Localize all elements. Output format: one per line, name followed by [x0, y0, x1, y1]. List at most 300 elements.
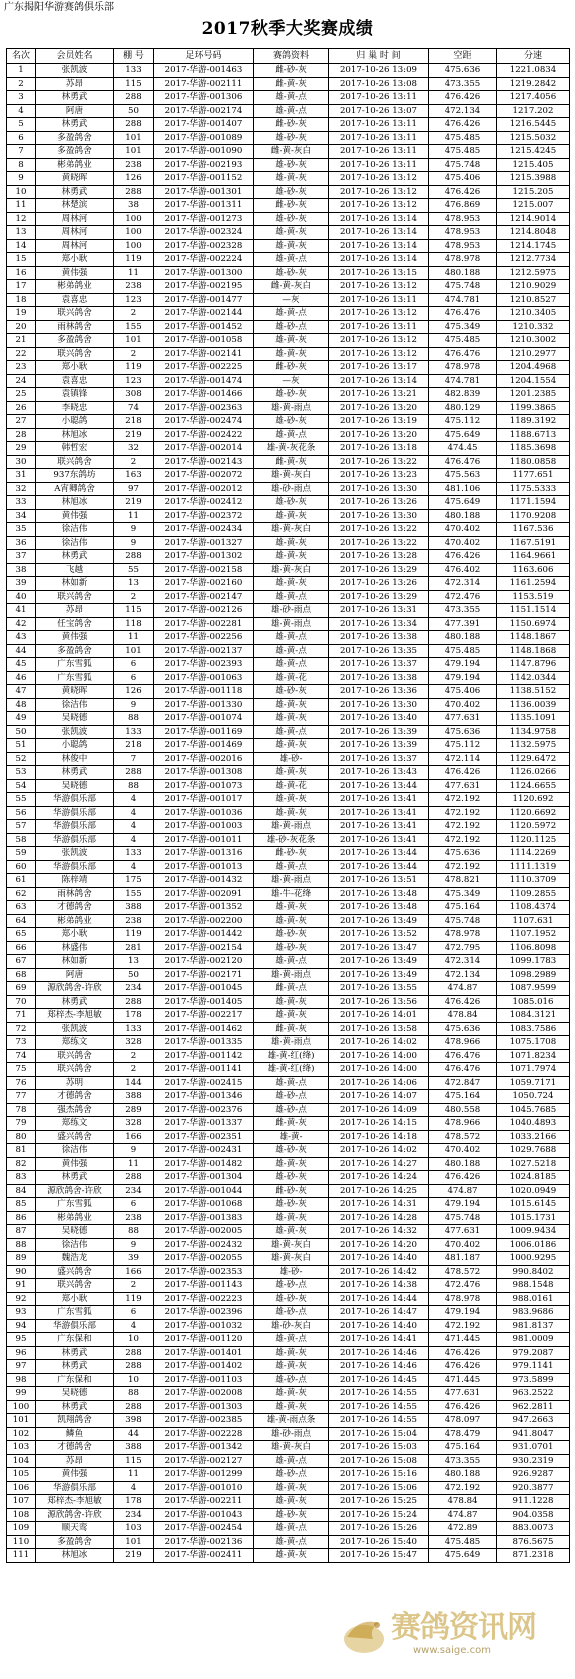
table-row: [7, 482, 570, 496]
cell-distance: 476.426: [429, 766, 497, 780]
cell-distance: 472.476: [429, 1279, 497, 1293]
cell-pigeon-info: 雄-黄-灰: [254, 1400, 329, 1414]
cell-rank: 109: [7, 1522, 36, 1536]
cell-member-name: 华游俱乐部: [36, 806, 114, 820]
cell-arrival-time: 2017-10-26 13:41: [329, 806, 429, 820]
cell-pigeon-info: 雄-黄-灰白: [254, 1252, 329, 1266]
cell-pigeon-info: 雄-黄-灰: [254, 995, 329, 1009]
cell-speed: 1185.3698: [497, 442, 570, 456]
table-row: [7, 64, 570, 78]
cell-loft-number: 119: [114, 1292, 154, 1306]
cell-distance: 474.45: [429, 442, 497, 456]
cell-distance: 471.445: [429, 1333, 497, 1347]
cell-ring-number: 2017-华游-001337: [154, 1117, 254, 1131]
cell-speed: 979.2087: [497, 1346, 570, 1360]
table-row: [7, 1360, 570, 1374]
cell-rank: 20: [7, 320, 36, 334]
cell-loft-number: 88: [114, 1225, 154, 1239]
cell-pigeon-info: 雄-砂-灰: [254, 131, 329, 145]
cell-loft-number: 133: [114, 847, 154, 861]
cell-speed: 1147.8796: [497, 658, 570, 672]
cell-ring-number: 2017-华游-002328: [154, 239, 254, 253]
cell-pigeon-info: 雄-黄-灰: [254, 334, 329, 348]
cell-speed: 1163.606: [497, 563, 570, 577]
cell-pigeon-info: 雄-黄-点: [254, 1535, 329, 1549]
cell-speed: 1109.2855: [497, 887, 570, 901]
cell-speed: 1098.2989: [497, 968, 570, 982]
cell-pigeon-info: 雄-黄-点: [254, 307, 329, 321]
cell-pigeon-info: 雄-黄-雨点: [254, 874, 329, 888]
cell-member-name: 陈梓靖: [36, 874, 114, 888]
cell-distance: 476.869: [429, 199, 497, 213]
cell-distance: 474.781: [429, 293, 497, 307]
cell-ring-number: 2017-华游-001058: [154, 334, 254, 348]
cell-ring-number: 2017-华游-001043: [154, 1508, 254, 1522]
cell-pigeon-info: 雄-砂-灰: [254, 1292, 329, 1306]
cell-member-name: 吴晓德: [36, 712, 114, 726]
table-row: [7, 1184, 570, 1198]
cell-member-name: 华游俱乐部: [36, 793, 114, 807]
cell-pigeon-info: 雄-砂-灰: [254, 185, 329, 199]
cell-rank: 33: [7, 496, 36, 510]
cell-loft-number: 388: [114, 1441, 154, 1455]
cell-speed: 1153.519: [497, 590, 570, 604]
cell-speed: 1212.7734: [497, 253, 570, 267]
cell-pigeon-info: 雄-砂-灰: [254, 941, 329, 955]
cell-ring-number: 2017-华游-001482: [154, 1157, 254, 1171]
cell-speed: 947.2663: [497, 1414, 570, 1428]
cell-loft-number: 10: [114, 1373, 154, 1387]
cell-distance: 476.476: [429, 347, 497, 361]
cell-member-name: 张凯波: [36, 64, 114, 78]
table-row: [7, 1373, 570, 1387]
table-row: [7, 388, 570, 402]
cell-loft-number: 288: [114, 118, 154, 132]
cell-speed: 1045.7685: [497, 1103, 570, 1117]
table-row: [7, 590, 570, 604]
cell-distance: 472.192: [429, 1319, 497, 1333]
cell-rank: 82: [7, 1157, 36, 1171]
cell-arrival-time: 2017-10-26 13:51: [329, 874, 429, 888]
cell-rank: 27: [7, 415, 36, 429]
cell-arrival-time: 2017-10-26 14:24: [329, 1171, 429, 1185]
cell-arrival-time: 2017-10-26 13:19: [329, 415, 429, 429]
cell-loft-number: 101: [114, 131, 154, 145]
cell-pigeon-info: 雄-黄-灰白: [254, 1238, 329, 1252]
cell-distance: 475.485: [429, 145, 497, 159]
cell-ring-number: 2017-华游-002174: [154, 104, 254, 118]
cell-distance: 476.426: [429, 1346, 497, 1360]
cell-rank: 89: [7, 1252, 36, 1266]
cell-distance: 470.402: [429, 523, 497, 537]
cell-pigeon-info: 雄-黄-点: [254, 1522, 329, 1536]
cell-arrival-time: 2017-10-26 14:55: [329, 1387, 429, 1401]
cell-loft-number: 13: [114, 955, 154, 969]
cell-arrival-time: 2017-10-26 13:40: [329, 712, 429, 726]
cell-arrival-time: 2017-10-26 14:31: [329, 1198, 429, 1212]
cell-speed: 1167.536: [497, 523, 570, 537]
cell-distance: 472.314: [429, 577, 497, 591]
table-row: [7, 374, 570, 388]
table-row: [7, 293, 570, 307]
cell-loft-number: 289: [114, 1103, 154, 1117]
table-row: [7, 1157, 570, 1171]
cell-member-name: 郑梓杰-李旭敏: [36, 1495, 114, 1509]
cell-arrival-time: 2017-10-26 13:22: [329, 536, 429, 550]
cell-arrival-time: 2017-10-26 13:14: [329, 253, 429, 267]
cell-arrival-time: 2017-10-26 14:06: [329, 1076, 429, 1090]
cell-member-name: 盛兴鸽舍: [36, 1130, 114, 1144]
cell-pigeon-info: 雄-黄-灰: [254, 914, 329, 928]
cell-distance: 474.781: [429, 374, 497, 388]
table-row: [7, 1346, 570, 1360]
cell-arrival-time: 2017-10-26 14:55: [329, 1400, 429, 1414]
cell-pigeon-info: 雄-黄-灰: [254, 698, 329, 712]
cell-rank: 24: [7, 374, 36, 388]
cell-arrival-time: 2017-10-26 13:14: [329, 239, 429, 253]
cell-speed: 1071.7974: [497, 1063, 570, 1077]
cell-rank: 56: [7, 806, 36, 820]
cell-pigeon-info: 雄-黄-灰白: [254, 469, 329, 483]
cell-rank: 52: [7, 752, 36, 766]
cell-loft-number: 9: [114, 523, 154, 537]
cell-arrival-time: 2017-10-26 13:11: [329, 131, 429, 145]
cell-distance: 476.476: [429, 307, 497, 321]
cell-loft-number: 9: [114, 698, 154, 712]
cell-pigeon-info: 雄-砂-点: [254, 320, 329, 334]
cell-pigeon-info: 雄-黄-点: [254, 955, 329, 969]
cell-ring-number: 2017-华游-002228: [154, 1427, 254, 1441]
table-row: [7, 1117, 570, 1131]
cell-arrival-time: 2017-10-26 14:25: [329, 1184, 429, 1198]
table-row: [7, 509, 570, 523]
cell-arrival-time: 2017-10-26 14:02: [329, 1144, 429, 1158]
cell-arrival-time: 2017-10-26 14:28: [329, 1211, 429, 1225]
cell-rank: 19: [7, 307, 36, 321]
cell-ring-number: 2017-华游-001442: [154, 928, 254, 942]
cell-member-name: 雨林鸽舍: [36, 320, 114, 334]
cell-arrival-time: 2017-10-26 13:14: [329, 226, 429, 240]
cell-rank: 65: [7, 928, 36, 942]
cell-loft-number: 9: [114, 536, 154, 550]
cell-speed: 1071.8234: [497, 1049, 570, 1063]
cell-ring-number: 2017-华游-001401: [154, 1346, 254, 1360]
cell-pigeon-info: 雌-黄-灰: [254, 1117, 329, 1131]
cell-loft-number: 119: [114, 361, 154, 375]
cell-member-name: 林勇武: [36, 1360, 114, 1374]
cell-speed: 963.2522: [497, 1387, 570, 1401]
cell-loft-number: 234: [114, 1184, 154, 1198]
table-row: [7, 415, 570, 429]
cell-member-name: 源欣鸽舍-许欣: [36, 1184, 114, 1198]
cell-member-name: 郑梓杰-李旭敏: [36, 1009, 114, 1023]
cell-ring-number: 2017-华游-002055: [154, 1252, 254, 1266]
cell-distance: 478.978: [429, 1292, 497, 1306]
cell-member-name: 彬弟鸽业: [36, 158, 114, 172]
cell-loft-number: 178: [114, 1495, 154, 1509]
cell-pigeon-info: 雄-黄-红(绛): [254, 1049, 329, 1063]
cell-loft-number: 175: [114, 874, 154, 888]
cell-speed: 1214.9014: [497, 212, 570, 226]
cell-member-name: 顺天鸾: [36, 1522, 114, 1536]
table-row: [7, 847, 570, 861]
cell-arrival-time: 2017-10-26 13:44: [329, 860, 429, 874]
cell-loft-number: 219: [114, 428, 154, 442]
cell-distance: 475.485: [429, 644, 497, 658]
cell-arrival-time: 2017-10-26 13:22: [329, 523, 429, 537]
col-speed: 分速: [497, 49, 570, 64]
cell-member-name: 盛兴鸽舍: [36, 1265, 114, 1279]
cell-distance: 476.426: [429, 550, 497, 564]
cell-member-name: 林勇武: [36, 118, 114, 132]
cell-arrival-time: 2017-10-26 15:04: [329, 1427, 429, 1441]
cell-arrival-time: 2017-10-26 13:09: [329, 64, 429, 78]
cell-distance: 475.649: [429, 1549, 497, 1563]
cell-member-name: 张凯波: [36, 725, 114, 739]
cell-member-name: 华游俱乐部: [36, 833, 114, 847]
cell-speed: 1126.0266: [497, 766, 570, 780]
cell-arrival-time: 2017-10-26 13:28: [329, 550, 429, 564]
cell-arrival-time: 2017-10-26 14:15: [329, 1117, 429, 1131]
cell-speed: 1151.1514: [497, 604, 570, 618]
cell-pigeon-info: 雄-黄-点: [254, 631, 329, 645]
cell-rank: 90: [7, 1265, 36, 1279]
cell-member-name: 广东雪狐: [36, 1306, 114, 1320]
cell-rank: 29: [7, 442, 36, 456]
cell-member-name: 任宝鸽舍: [36, 617, 114, 631]
cell-rank: 95: [7, 1333, 36, 1347]
cell-rank: 4: [7, 104, 36, 118]
cell-speed: 1204.4968: [497, 361, 570, 375]
cell-member-name: 才德鸽舍: [36, 1090, 114, 1104]
cell-member-name: 联兴鸽舍: [36, 1049, 114, 1063]
cell-loft-number: 2: [114, 590, 154, 604]
cell-loft-number: 238: [114, 158, 154, 172]
cell-speed: 1142.0344: [497, 671, 570, 685]
cell-distance: 476.426: [429, 1171, 497, 1185]
cell-loft-number: 11: [114, 1468, 154, 1482]
cell-member-name: 林勇武: [36, 1400, 114, 1414]
cell-speed: 1212.5975: [497, 266, 570, 280]
cell-ring-number: 2017-华游-001032: [154, 1319, 254, 1333]
cell-loft-number: 133: [114, 725, 154, 739]
col-distance: 空距: [429, 49, 497, 64]
cell-loft-number: 2: [114, 1063, 154, 1077]
cell-distance: 478.978: [429, 361, 497, 375]
cell-arrival-time: 2017-10-26 14:44: [329, 1292, 429, 1306]
cell-arrival-time: 2017-10-26 13:39: [329, 739, 429, 753]
cell-arrival-time: 2017-10-26 13:11: [329, 320, 429, 334]
table-row: [7, 185, 570, 199]
cell-loft-number: 115: [114, 77, 154, 91]
cell-arrival-time: 2017-10-26 13:31: [329, 604, 429, 618]
cell-distance: 475.649: [429, 496, 497, 510]
cell-pigeon-info: 雌-砂-灰: [254, 1184, 329, 1198]
cell-rank: 26: [7, 401, 36, 415]
table-row: [7, 401, 570, 415]
cell-rank: 69: [7, 982, 36, 996]
cell-speed: 1106.8098: [497, 941, 570, 955]
cell-arrival-time: 2017-10-26 14:45: [329, 1373, 429, 1387]
cell-pigeon-info: 雄-黄-点: [254, 590, 329, 604]
cell-rank: 28: [7, 428, 36, 442]
table-row: [7, 658, 570, 672]
cell-ring-number: 2017-华游-002072: [154, 469, 254, 483]
cell-arrival-time: 2017-10-26 14:40: [329, 1252, 429, 1266]
cell-loft-number: 4: [114, 833, 154, 847]
table-row: [7, 752, 570, 766]
header-row: [7, 49, 570, 64]
cell-rank: 77: [7, 1090, 36, 1104]
cell-arrival-time: 2017-10-26 13:08: [329, 77, 429, 91]
cell-ring-number: 2017-华游-001335: [154, 1036, 254, 1050]
cell-rank: 53: [7, 766, 36, 780]
cell-rank: 86: [7, 1211, 36, 1225]
cell-arrival-time: 2017-10-26 13:44: [329, 847, 429, 861]
cell-pigeon-info: 雄-黄-灰白: [254, 523, 329, 537]
table-row: [7, 644, 570, 658]
cell-pigeon-info: 雄-黄-灰: [254, 739, 329, 753]
cell-pigeon-info: 雄-黄-点: [254, 658, 329, 672]
cell-distance: 476.402: [429, 563, 497, 577]
cell-pigeon-info: 雄-黄-灰: [254, 1225, 329, 1239]
cell-pigeon-info: 雄-黄-点: [254, 1333, 329, 1347]
cell-member-name: 张凯波: [36, 847, 114, 861]
cell-ring-number: 2017-华游-002144: [154, 307, 254, 321]
cell-speed: 1006.0186: [497, 1238, 570, 1252]
table-row: [7, 320, 570, 334]
cell-rank: 49: [7, 712, 36, 726]
table-row: [7, 604, 570, 618]
cell-ring-number: 2017-华游-002256: [154, 631, 254, 645]
cell-arrival-time: 2017-10-26 13:56: [329, 995, 429, 1009]
cell-speed: 1221.0834: [497, 64, 570, 78]
cell-pigeon-info: 雌-砂-灰: [254, 64, 329, 78]
cell-rank: 93: [7, 1306, 36, 1320]
cell-rank: 70: [7, 995, 36, 1009]
table-row: [7, 1090, 570, 1104]
cell-ring-number: 2017-华游-001073: [154, 779, 254, 793]
cell-loft-number: 288: [114, 1346, 154, 1360]
cell-loft-number: 11: [114, 1157, 154, 1171]
cell-distance: 478.097: [429, 1414, 497, 1428]
table-row: [7, 536, 570, 550]
cell-speed: 981.0009: [497, 1333, 570, 1347]
cell-pigeon-info: 雌-黄-灰: [254, 77, 329, 91]
cell-speed: 1009.9434: [497, 1225, 570, 1239]
cell-arrival-time: 2017-10-26 14:01: [329, 1009, 429, 1023]
cell-ring-number: 2017-华游-001090: [154, 145, 254, 159]
cell-member-name: 多盈鸽舍: [36, 1535, 114, 1549]
cell-ring-number: 2017-华游-001316: [154, 847, 254, 861]
table-row: [7, 226, 570, 240]
cell-distance: 475.164: [429, 901, 497, 915]
col-loft: 棚 号: [114, 49, 154, 64]
cell-distance: 471.445: [429, 1373, 497, 1387]
cell-distance: 480.129: [429, 401, 497, 415]
cell-loft-number: 288: [114, 1360, 154, 1374]
cell-speed: 962.2811: [497, 1400, 570, 1414]
cell-loft-number: 74: [114, 401, 154, 415]
cell-member-name: 林如新: [36, 955, 114, 969]
cell-distance: 475.406: [429, 685, 497, 699]
cell-ring-number: 2017-华游-001474: [154, 374, 254, 388]
table-row: [7, 955, 570, 969]
cell-speed: 1210.8527: [497, 293, 570, 307]
cell-rank: 73: [7, 1036, 36, 1050]
table-row: [7, 361, 570, 375]
cell-rank: 31: [7, 469, 36, 483]
cell-ring-number: 2017-华游-002126: [154, 604, 254, 618]
cell-speed: 920.3877: [497, 1481, 570, 1495]
cell-loft-number: 398: [114, 1414, 154, 1428]
cell-loft-number: 166: [114, 1265, 154, 1279]
cell-ring-number: 2017-华游-001010: [154, 1481, 254, 1495]
cell-rank: 62: [7, 887, 36, 901]
cell-ring-number: 2017-华游-002432: [154, 1238, 254, 1252]
cell-loft-number: 11: [114, 509, 154, 523]
cell-speed: 1111.1319: [497, 860, 570, 874]
cell-arrival-time: 2017-10-26 14:46: [329, 1346, 429, 1360]
cell-pigeon-info: 雌-砂-灰: [254, 199, 329, 213]
cell-member-name: 黄晓晖: [36, 685, 114, 699]
cell-speed: 1135.1091: [497, 712, 570, 726]
cell-speed: 1120.5972: [497, 820, 570, 834]
cell-arrival-time: 2017-10-26 14:07: [329, 1090, 429, 1104]
cell-pigeon-info: 雄-黄-点: [254, 860, 329, 874]
cell-speed: 1108.4374: [497, 901, 570, 915]
cell-pigeon-info: 雄-黄-点: [254, 1076, 329, 1090]
cell-loft-number: 219: [114, 1549, 154, 1563]
cell-loft-number: 6: [114, 1198, 154, 1212]
cell-pigeon-info: 雄-黄-点: [254, 644, 329, 658]
cell-rank: 18: [7, 293, 36, 307]
cell-speed: 1107.631: [497, 914, 570, 928]
cell-pigeon-info: 雌-黄-点: [254, 982, 329, 996]
cell-arrival-time: 2017-10-26 13:47: [329, 941, 429, 955]
cell-loft-number: 44: [114, 1427, 154, 1441]
cell-member-name: 多盈鸽舍: [36, 644, 114, 658]
table-row: [7, 1549, 570, 1563]
cell-arrival-time: 2017-10-26 13:12: [329, 334, 429, 348]
cell-member-name: 徐洁伟: [36, 536, 114, 550]
cell-loft-number: 178: [114, 1009, 154, 1023]
cell-member-name: 吴晓德: [36, 1387, 114, 1401]
cell-ring-number: 2017-华游-001303: [154, 1400, 254, 1414]
cell-loft-number: 115: [114, 1454, 154, 1468]
cell-ring-number: 2017-华游-001273: [154, 212, 254, 226]
cell-member-name: 黄伟强: [36, 1468, 114, 1482]
cell-speed: 1201.2385: [497, 388, 570, 402]
cell-member-name: 张凯波: [36, 1022, 114, 1036]
cell-member-name: 彬弟鸽业: [36, 1211, 114, 1225]
cell-member-name: 雨林鸽舍: [36, 887, 114, 901]
cell-distance: 475.649: [429, 428, 497, 442]
cell-arrival-time: 2017-10-26 13:23: [329, 469, 429, 483]
cell-speed: 1107.1952: [497, 928, 570, 942]
cell-arrival-time: 2017-10-26 15:26: [329, 1522, 429, 1536]
cell-arrival-time: 2017-10-26 14:47: [329, 1306, 429, 1320]
cell-rank: 34: [7, 509, 36, 523]
cell-ring-number: 2017-华游-001383: [154, 1211, 254, 1225]
cell-pigeon-info: 雄-黄-红(绛): [254, 1063, 329, 1077]
cell-distance: 472.114: [429, 752, 497, 766]
cell-loft-number: 238: [114, 280, 154, 294]
table-row: [7, 523, 570, 537]
cell-rank: 76: [7, 1076, 36, 1090]
cell-ring-number: 2017-华游-001036: [154, 806, 254, 820]
cell-loft-number: 219: [114, 496, 154, 510]
